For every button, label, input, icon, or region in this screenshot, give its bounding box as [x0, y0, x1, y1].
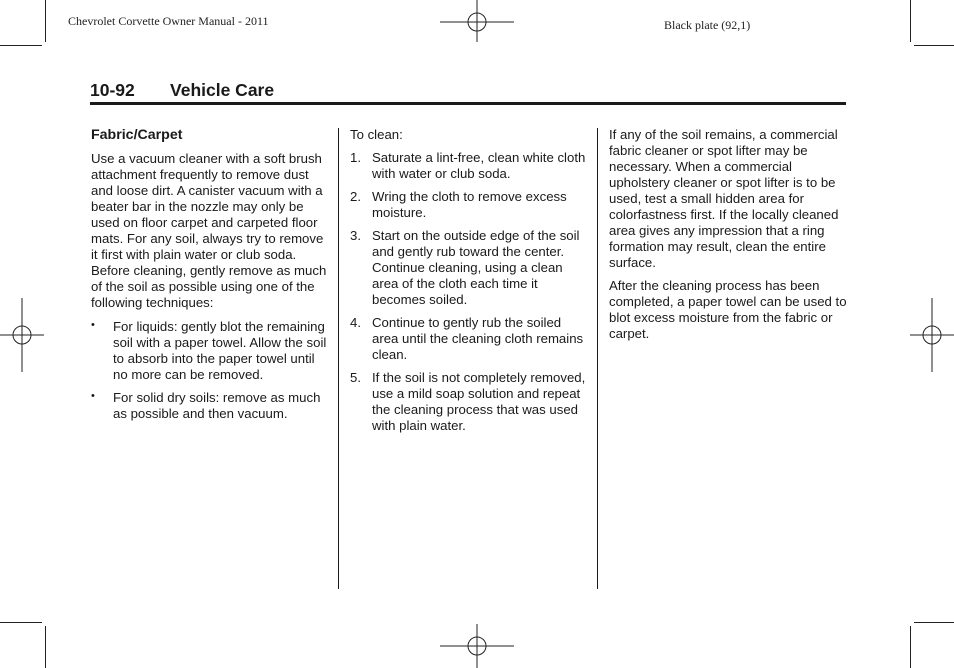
- registration-mark-left: [0, 298, 44, 372]
- step-number: 1.: [350, 150, 361, 165]
- bullet-dot-icon: •: [91, 390, 95, 402]
- blot-moisture-paragraph: After the cleaning process has been completed, a paper towel can be used to blot excess moisture from the fabric or carpet.: [609, 278, 847, 341]
- bullet-text: For liquids: gently blot the remaining soil with a paper towel. Allow the soil to absorb into the paper towel until no more can be removed.: [113, 319, 327, 382]
- column-divider-2: [597, 128, 598, 589]
- bullet-dot-icon: •: [91, 319, 95, 331]
- step-item: [350, 189, 588, 221]
- column-1: [91, 127, 329, 422]
- page-number: 10-92: [90, 80, 135, 100]
- title-rule: [90, 102, 846, 105]
- column-divider-1: [338, 128, 339, 589]
- step-item: [350, 150, 588, 182]
- step-number: 4.: [350, 315, 361, 330]
- step-text: Continue to gently rub the soiled area until the cleaning cloth remains clean.: [372, 315, 584, 362]
- step-text: Saturate a lint-free, clean white cloth with water or club soda.: [372, 150, 586, 181]
- fabric-carpet-paragraph: Use a vacuum cleaner with a soft brush attachment frequently to remove dust and loose dirt. A canister vacuum with a beater bar in the nozzle may only be used on floor carpet and carpeted floor mats. For any soil, always try to remove it first with plain water or club soda. Before cleaning, gently remove as much of the soil as possible using one of the following techniques:: [91, 151, 327, 310]
- registration-mark-top: [440, 0, 514, 44]
- page-title-row: [90, 80, 846, 102]
- bullet-item: [91, 319, 329, 383]
- column-2: [350, 127, 588, 434]
- crop-mark-top-right-v: [910, 0, 911, 42]
- crop-mark-top-left-v: [45, 0, 46, 42]
- manual-title: Chevrolet Corvette Owner Manual - 2011: [68, 14, 269, 28]
- registration-mark-bottom: [440, 624, 514, 668]
- fabric-carpet-heading: Fabric/Carpet: [91, 127, 183, 143]
- step-number: 5.: [350, 370, 361, 385]
- step-text: Start on the outside edge of the soil and gently rub toward the center. Continue cleaning, using a clean area of the cloth each time it becomes soiled.: [372, 228, 580, 307]
- bullet-item: [91, 390, 329, 422]
- crop-mark-bottom-right-h: [914, 622, 954, 623]
- column-3: [609, 127, 849, 342]
- crop-mark-top-left-h: [0, 45, 42, 46]
- step-item: [350, 228, 588, 308]
- crop-mark-bottom-left-h: [0, 622, 42, 623]
- step-item: [350, 370, 588, 434]
- step-number: 3.: [350, 228, 361, 243]
- step-item: [350, 315, 588, 363]
- registration-mark-right: [910, 298, 954, 372]
- remaining-soil-paragraph: If any of the soil remains, a commercial fabric cleaner or spot lifter may be necessary. When a commercial upholstery cleaner or spot lifter is to be used, test a small hidden area for colorfastness first. If the locally cleaned area gives any impression that a ring formation may result, clean the entire surface.: [609, 127, 839, 270]
- crop-mark-top-right-h: [914, 45, 954, 46]
- step-number: 2.: [350, 189, 361, 204]
- to-clean-intro: To clean:: [350, 127, 403, 142]
- bullet-text: For solid dry soils: remove as much as possible and then vacuum.: [113, 390, 321, 421]
- section-title: Vehicle Care: [170, 80, 275, 100]
- crop-mark-bottom-right-v: [910, 626, 911, 668]
- crop-mark-bottom-left-v: [45, 626, 46, 668]
- step-text: Wring the cloth to remove excess moisture.: [372, 189, 567, 220]
- step-text: If the soil is not completely removed, use a mild soap solution and repeat the cleaning process that was used with plain water.: [372, 370, 586, 433]
- plate-label: Black plate (92,1): [664, 18, 751, 32]
